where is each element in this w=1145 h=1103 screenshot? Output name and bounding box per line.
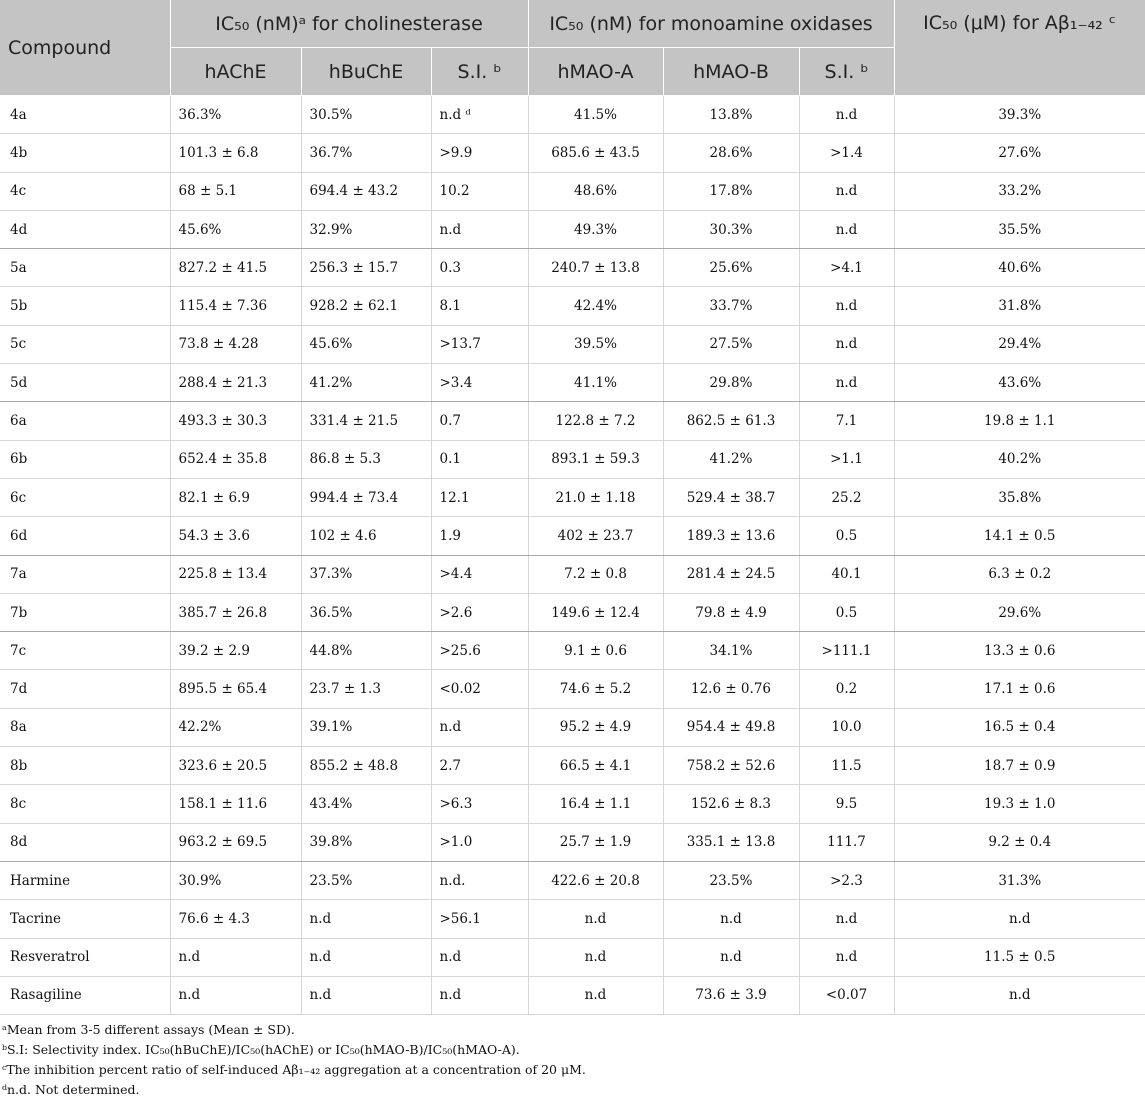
cell-si-che: 1.9: [431, 517, 528, 555]
header-hache: hAChE: [170, 48, 301, 96]
cell-hmao-b: 33.7%: [663, 287, 799, 325]
table-row: [0, 287, 1145, 325]
cell-hmao-b: 28.6%: [663, 134, 799, 172]
cell-hmao-b: 29.8%: [663, 364, 799, 402]
cell-abeta: 6.3 ± 0.2: [894, 555, 1145, 593]
cell-hmao-a: 42.4%: [528, 287, 663, 325]
table-body: [0, 96, 1145, 1015]
header-si-mao: S.I. ᵇ: [799, 48, 894, 96]
cell-abeta: 17.1 ± 0.6: [894, 670, 1145, 708]
cell-compound: 8b: [0, 747, 170, 785]
cell-abeta: 35.8%: [894, 478, 1145, 516]
table-row: [0, 670, 1145, 708]
cell-hbuche: 994.4 ± 73.4: [301, 478, 431, 516]
table-row: [0, 134, 1145, 172]
cell-si-mao: 40.1: [799, 555, 894, 593]
cell-hbuche: 23.5%: [301, 861, 431, 899]
footnote-c: ᶜThe inhibition percent ratio of self-induced Aβ₁₋₄₂ aggregation at a concentration of 20 μM.: [2, 1062, 586, 1077]
cell-hmao-a: 25.7 ± 1.9: [528, 823, 663, 861]
cell-compound: 6b: [0, 440, 170, 478]
cell-hmao-b: 73.6 ± 3.9: [663, 976, 799, 1014]
table-row: [0, 440, 1145, 478]
cell-compound: 6d: [0, 517, 170, 555]
table-row: [0, 708, 1145, 746]
cell-hmao-a: 122.8 ± 7.2: [528, 402, 663, 440]
cell-compound: 7b: [0, 593, 170, 631]
cell-hmao-a: 49.3%: [528, 210, 663, 248]
cell-hmao-a: 74.6 ± 5.2: [528, 670, 663, 708]
table-row: [0, 593, 1145, 631]
cell-abeta: 39.3%: [894, 96, 1145, 134]
cell-hache: 158.1 ± 11.6: [170, 785, 301, 823]
cell-hache: 101.3 ± 6.8: [170, 134, 301, 172]
cell-hbuche: 45.6%: [301, 325, 431, 363]
cell-si-mao: >2.3: [799, 861, 894, 899]
footnote-b: ᵇS.I: Selectivity index. IC₅₀(hBuChE)/IC₅₀(hAChE) or IC₅₀(hMAO-B)/IC₅₀(hMAO-A).: [2, 1042, 520, 1057]
cell-hmao-a: 21.0 ± 1.18: [528, 478, 663, 516]
cell-hache: 225.8 ± 13.4: [170, 555, 301, 593]
table-row: [0, 747, 1145, 785]
cell-hbuche: 43.4%: [301, 785, 431, 823]
cell-si-che: <0.02: [431, 670, 528, 708]
cell-hache: 288.4 ± 21.3: [170, 364, 301, 402]
cell-hmao-a: n.d: [528, 976, 663, 1014]
cell-hache: 82.1 ± 6.9: [170, 478, 301, 516]
cell-si-che: n.d: [431, 210, 528, 248]
cell-hache: 827.2 ± 41.5: [170, 249, 301, 287]
cell-hache: 76.6 ± 4.3: [170, 900, 301, 938]
cell-si-che: n.d: [431, 708, 528, 746]
cell-hache: n.d: [170, 976, 301, 1014]
cell-hmao-a: 9.1 ± 0.6: [528, 632, 663, 670]
cell-hbuche: 694.4 ± 43.2: [301, 172, 431, 210]
cell-si-che: >3.4: [431, 364, 528, 402]
cell-abeta: 29.4%: [894, 325, 1145, 363]
cell-compound: 7a: [0, 555, 170, 593]
cell-hbuche: 256.3 ± 15.7: [301, 249, 431, 287]
cell-hmao-a: 7.2 ± 0.8: [528, 555, 663, 593]
cell-abeta: 11.5 ± 0.5: [894, 938, 1145, 976]
cell-hmao-a: 893.1 ± 59.3: [528, 440, 663, 478]
header-group-cholinesterase: IC₅₀ (nM)ᵃ for cholinesterase: [170, 0, 528, 48]
cell-si-mao: 111.7: [799, 823, 894, 861]
cell-compound: 5b: [0, 287, 170, 325]
table-row: [0, 96, 1145, 134]
table-row: [0, 976, 1145, 1014]
cell-si-che: n.d: [431, 976, 528, 1014]
cell-si-mao: 10.0: [799, 708, 894, 746]
cell-si-che: >56.1: [431, 900, 528, 938]
table-row: [0, 249, 1145, 287]
cell-hache: 68 ± 5.1: [170, 172, 301, 210]
cell-si-mao: n.d: [799, 287, 894, 325]
cell-abeta: 18.7 ± 0.9: [894, 747, 1145, 785]
cell-hbuche: 41.2%: [301, 364, 431, 402]
cell-si-che: n.d.: [431, 861, 528, 899]
cell-si-mao: >1.1: [799, 440, 894, 478]
cell-hmao-a: 39.5%: [528, 325, 663, 363]
cell-hmao-a: 240.7 ± 13.8: [528, 249, 663, 287]
cell-hbuche: 855.2 ± 48.8: [301, 747, 431, 785]
cell-hbuche: 928.2 ± 62.1: [301, 287, 431, 325]
cell-si-mao: 11.5: [799, 747, 894, 785]
table-row: [0, 938, 1145, 976]
cell-compound: 5d: [0, 364, 170, 402]
cell-hache: 39.2 ± 2.9: [170, 632, 301, 670]
cell-hmao-b: 27.5%: [663, 325, 799, 363]
cell-hbuche: 23.7 ± 1.3: [301, 670, 431, 708]
cell-compound: 8c: [0, 785, 170, 823]
cell-si-mao: 0.5: [799, 517, 894, 555]
cell-hache: 42.2%: [170, 708, 301, 746]
cell-si-che: >25.6: [431, 632, 528, 670]
table-row: [0, 517, 1145, 555]
cell-si-mao: n.d: [799, 210, 894, 248]
cell-hmao-a: 16.4 ± 1.1: [528, 785, 663, 823]
cell-si-mao: n.d: [799, 900, 894, 938]
cell-abeta: 43.6%: [894, 364, 1145, 402]
cell-abeta: 14.1 ± 0.5: [894, 517, 1145, 555]
cell-si-che: >13.7: [431, 325, 528, 363]
cell-hmao-a: 48.6%: [528, 172, 663, 210]
cell-si-mao: >4.1: [799, 249, 894, 287]
cell-si-che: >9.9: [431, 134, 528, 172]
cell-hache: 36.3%: [170, 96, 301, 134]
cell-abeta: 9.2 ± 0.4: [894, 823, 1145, 861]
cell-hmao-a: 402 ± 23.7: [528, 517, 663, 555]
cell-hmao-b: 862.5 ± 61.3: [663, 402, 799, 440]
table-row: [0, 555, 1145, 593]
cell-hbuche: 37.3%: [301, 555, 431, 593]
cell-hbuche: n.d: [301, 938, 431, 976]
cell-si-mao: >111.1: [799, 632, 894, 670]
table-row: [0, 823, 1145, 861]
footnotes: [0, 1020, 1145, 1100]
cell-si-che: n.d: [431, 938, 528, 976]
cell-si-mao: <0.07: [799, 976, 894, 1014]
cell-hmao-b: 79.8 ± 4.9: [663, 593, 799, 631]
cell-hmao-a: n.d: [528, 938, 663, 976]
cell-hbuche: 102 ± 4.6: [301, 517, 431, 555]
cell-compound: 4c: [0, 172, 170, 210]
cell-compound: Tacrine: [0, 900, 170, 938]
cell-hmao-b: 17.8%: [663, 172, 799, 210]
cell-hmao-a: n.d: [528, 900, 663, 938]
cell-si-che: n.d ᵈ: [431, 96, 528, 134]
cell-hache: 493.3 ± 30.3: [170, 402, 301, 440]
cell-hache: n.d: [170, 938, 301, 976]
cell-hache: 30.9%: [170, 861, 301, 899]
cell-hmao-b: 335.1 ± 13.8: [663, 823, 799, 861]
cell-compound: 4d: [0, 210, 170, 248]
cell-hmao-a: 685.6 ± 43.5: [528, 134, 663, 172]
cell-compound: 6a: [0, 402, 170, 440]
cell-hbuche: 39.8%: [301, 823, 431, 861]
cell-hbuche: 86.8 ± 5.3: [301, 440, 431, 478]
cell-compound: Resveratrol: [0, 938, 170, 976]
cell-hmao-b: 758.2 ± 52.6: [663, 747, 799, 785]
cell-hmao-a: 66.5 ± 4.1: [528, 747, 663, 785]
table-row: [0, 632, 1145, 670]
cell-hache: 54.3 ± 3.6: [170, 517, 301, 555]
cell-si-che: >1.0: [431, 823, 528, 861]
cell-hmao-b: 23.5%: [663, 861, 799, 899]
cell-hmao-b: 529.4 ± 38.7: [663, 478, 799, 516]
table-row: [0, 210, 1145, 248]
cell-si-che: >4.4: [431, 555, 528, 593]
table-row: [0, 900, 1145, 938]
cell-si-mao: n.d: [799, 938, 894, 976]
cell-hbuche: 36.5%: [301, 593, 431, 631]
cell-hmao-b: 12.6 ± 0.76: [663, 670, 799, 708]
cell-compound: 7d: [0, 670, 170, 708]
header-hmao-b: hMAO-B: [663, 48, 799, 96]
cell-si-mao: n.d: [799, 325, 894, 363]
header-si-che: S.I. ᵇ: [431, 48, 528, 96]
cell-si-che: 12.1: [431, 478, 528, 516]
cell-abeta: n.d: [894, 976, 1145, 1014]
cell-hbuche: 44.8%: [301, 632, 431, 670]
cell-hmao-b: 281.4 ± 24.5: [663, 555, 799, 593]
cell-si-che: 0.3: [431, 249, 528, 287]
cell-hmao-b: 189.3 ± 13.6: [663, 517, 799, 555]
cell-hmao-b: 30.3%: [663, 210, 799, 248]
cell-hmao-b: 954.4 ± 49.8: [663, 708, 799, 746]
cell-compound: 7c: [0, 632, 170, 670]
cell-compound: 5c: [0, 325, 170, 363]
table-row: [0, 172, 1145, 210]
table-row: [0, 325, 1145, 363]
cell-hmao-b: 13.8%: [663, 96, 799, 134]
cell-abeta: 16.5 ± 0.4: [894, 708, 1145, 746]
cell-abeta: 19.3 ± 1.0: [894, 785, 1145, 823]
cell-si-che: 0.1: [431, 440, 528, 478]
cell-compound: Harmine: [0, 861, 170, 899]
cell-hmao-b: 25.6%: [663, 249, 799, 287]
cell-hbuche: 331.4 ± 21.5: [301, 402, 431, 440]
cell-abeta: 13.3 ± 0.6: [894, 632, 1145, 670]
cell-si-che: 10.2: [431, 172, 528, 210]
cell-hache: 385.7 ± 26.8: [170, 593, 301, 631]
header-abeta: IC₅₀ (μM) for Aβ₁₋₄₂ ᶜ: [894, 0, 1145, 96]
cell-abeta: 35.5%: [894, 210, 1145, 248]
cell-abeta: 29.6%: [894, 593, 1145, 631]
cell-si-che: 2.7: [431, 747, 528, 785]
cell-hbuche: 36.7%: [301, 134, 431, 172]
cell-hache: 963.2 ± 69.5: [170, 823, 301, 861]
header-group-monoamine-oxidases: IC₅₀ (nM) for monoamine oxidases: [528, 0, 894, 48]
cell-si-che: 0.7: [431, 402, 528, 440]
cell-hbuche: 39.1%: [301, 708, 431, 746]
cell-abeta: 19.8 ± 1.1: [894, 402, 1145, 440]
cell-compound: Rasagiline: [0, 976, 170, 1014]
cell-compound: 6c: [0, 478, 170, 516]
cell-hbuche: n.d: [301, 900, 431, 938]
cell-compound: 8a: [0, 708, 170, 746]
cell-hbuche: 30.5%: [301, 96, 431, 134]
cell-hache: 323.6 ± 20.5: [170, 747, 301, 785]
cell-abeta: 40.2%: [894, 440, 1145, 478]
cell-si-mao: 0.2: [799, 670, 894, 708]
cell-hmao-a: 41.1%: [528, 364, 663, 402]
cell-hache: 45.6%: [170, 210, 301, 248]
cell-si-mao: 25.2: [799, 478, 894, 516]
cell-abeta: 27.6%: [894, 134, 1145, 172]
cell-hache: 652.4 ± 35.8: [170, 440, 301, 478]
header-compound: Compound: [0, 0, 170, 96]
cell-si-mao: n.d: [799, 172, 894, 210]
table-row: [0, 402, 1145, 440]
cell-si-mao: n.d: [799, 364, 894, 402]
cell-hmao-b: n.d: [663, 900, 799, 938]
table-row: [0, 785, 1145, 823]
cell-hbuche: 32.9%: [301, 210, 431, 248]
table-row: [0, 364, 1145, 402]
cell-abeta: 31.3%: [894, 861, 1145, 899]
cell-hache: 115.4 ± 7.36: [170, 287, 301, 325]
header-hbuche: hBuChE: [301, 48, 431, 96]
cell-hmao-b: n.d: [663, 938, 799, 976]
cell-hache: 73.8 ± 4.28: [170, 325, 301, 363]
cell-si-mao: >1.4: [799, 134, 894, 172]
footnote-a: ᵃMean from 3-5 different assays (Mean ± SD).: [2, 1022, 295, 1037]
cell-compound: 4b: [0, 134, 170, 172]
cell-si-mao: 0.5: [799, 593, 894, 631]
cell-hmao-b: 41.2%: [663, 440, 799, 478]
cell-compound: 8d: [0, 823, 170, 861]
footnote-d: ᵈn.d. Not determined.: [2, 1082, 140, 1097]
table-row: [0, 478, 1145, 516]
cell-si-mao: n.d: [799, 96, 894, 134]
cell-hmao-a: 41.5%: [528, 96, 663, 134]
table-row: [0, 861, 1145, 899]
cell-compound: 5a: [0, 249, 170, 287]
table-header: [0, 0, 1145, 96]
cell-si-che: 8.1: [431, 287, 528, 325]
cell-hmao-b: 34.1%: [663, 632, 799, 670]
cell-hmao-a: 422.6 ± 20.8: [528, 861, 663, 899]
cell-hmao-a: 95.2 ± 4.9: [528, 708, 663, 746]
cell-hbuche: n.d: [301, 976, 431, 1014]
cell-si-mao: 7.1: [799, 402, 894, 440]
cell-si-mao: 9.5: [799, 785, 894, 823]
cell-hache: 895.5 ± 65.4: [170, 670, 301, 708]
cell-abeta: n.d: [894, 900, 1145, 938]
cell-hmao-a: 149.6 ± 12.4: [528, 593, 663, 631]
cell-si-che: >6.3: [431, 785, 528, 823]
cell-compound: 4a: [0, 96, 170, 134]
cell-abeta: 31.8%: [894, 287, 1145, 325]
cell-si-che: >2.6: [431, 593, 528, 631]
header-hmao-a: hMAO-A: [528, 48, 663, 96]
cell-hmao-b: 152.6 ± 8.3: [663, 785, 799, 823]
cell-abeta: 33.2%: [894, 172, 1145, 210]
cell-abeta: 40.6%: [894, 249, 1145, 287]
